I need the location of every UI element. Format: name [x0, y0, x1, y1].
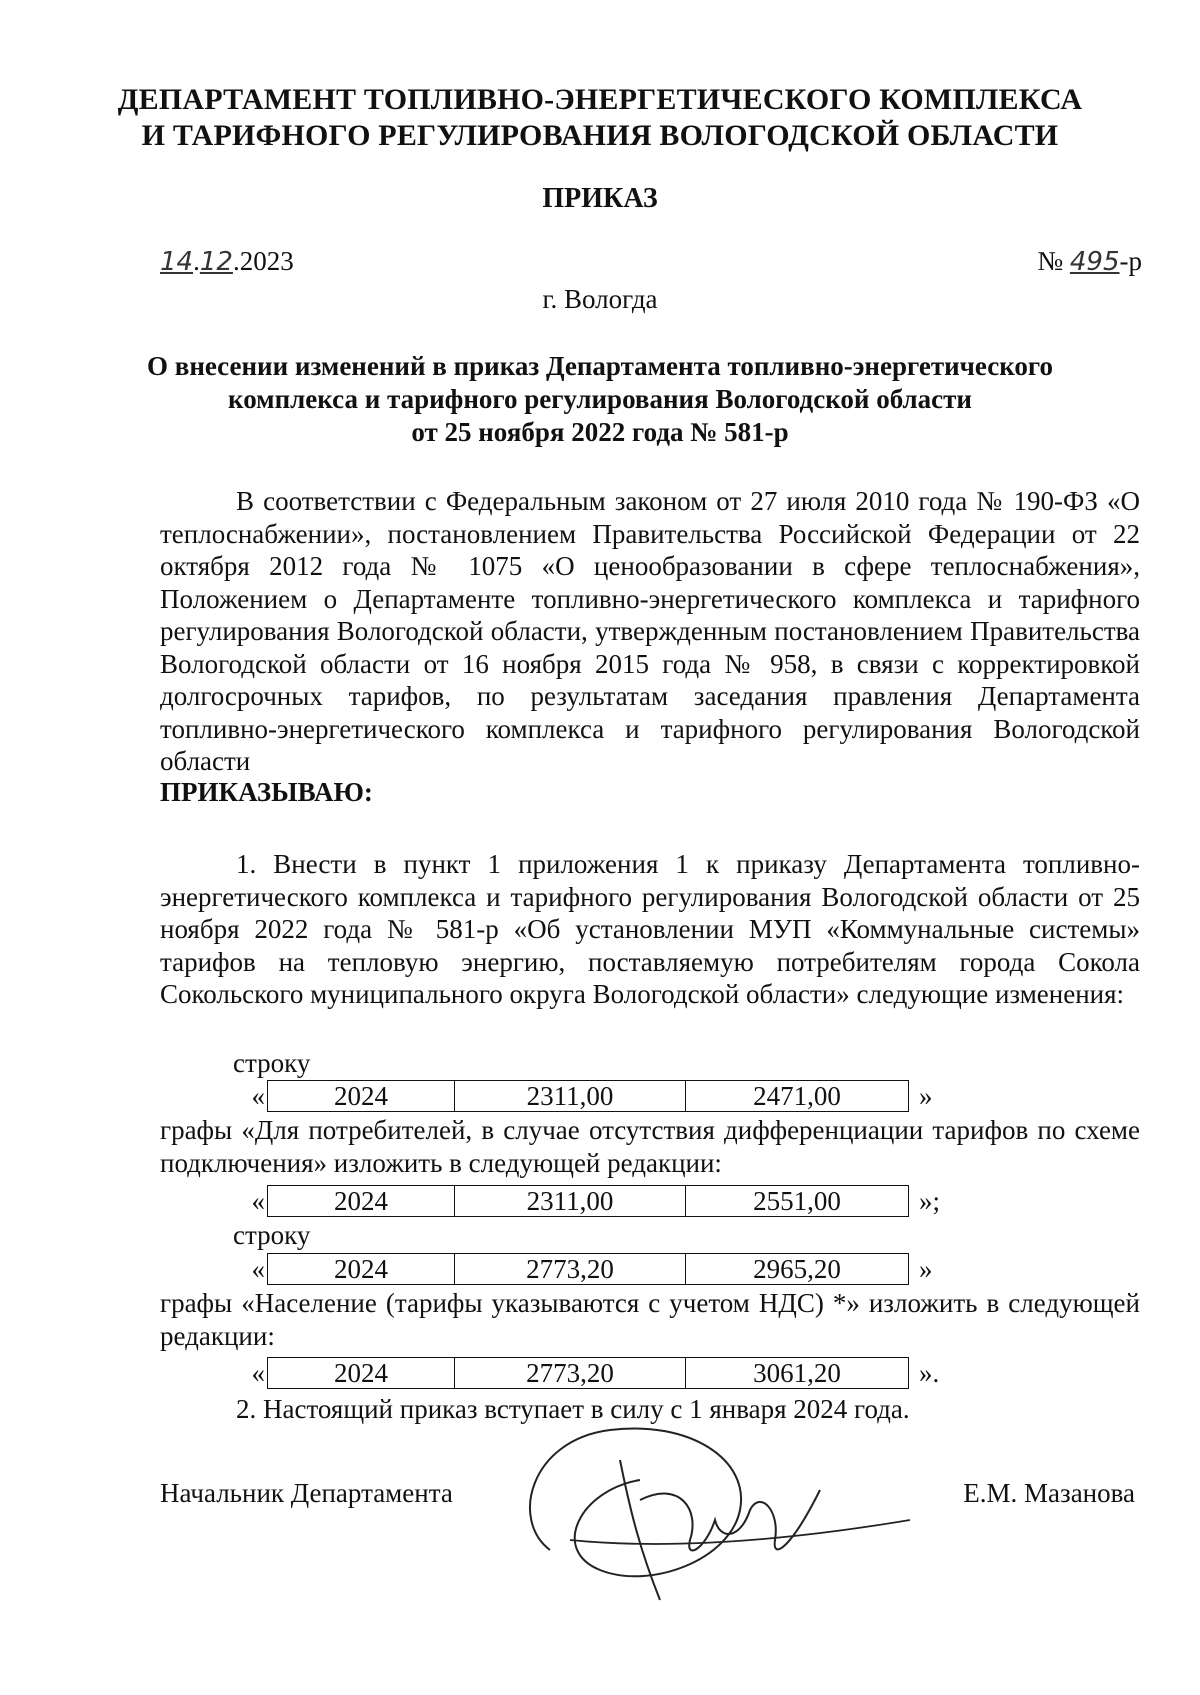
- cell-tariff-2: 2965,20: [753, 1254, 841, 1284]
- subject-line-1: О внесении изменений в приказ Департамента топливно-энергетического: [146, 351, 1053, 381]
- number-prefix: №: [1037, 246, 1064, 276]
- table-row: [233, 1357, 939, 1389]
- stroku-label-1: строку: [233, 1048, 311, 1078]
- order-subject: [140, 350, 1060, 449]
- close-quote: »: [919, 1253, 933, 1284]
- number-suffix: -р: [1119, 246, 1142, 276]
- subject-line-2: комплекса и тарифного регулирования Вологодской области: [228, 384, 972, 414]
- cell-year: 2024: [268, 1186, 455, 1216]
- open-quote: «: [251, 1185, 265, 1216]
- number-value: 495: [1069, 247, 1120, 277]
- cell-tariff-2: 2551,00: [753, 1186, 841, 1216]
- open-quote: «: [251, 1080, 265, 1111]
- open-quote: «: [251, 1357, 265, 1388]
- table-row: [233, 1080, 933, 1112]
- signatory-position: Начальник Департамента: [160, 1478, 453, 1508]
- tariff-cells: [267, 1253, 909, 1285]
- tariff-cells: [267, 1357, 909, 1389]
- date-dot: .: [193, 246, 200, 276]
- city: г. Вологда: [542, 284, 658, 314]
- open-quote: «: [251, 1253, 265, 1284]
- cell-year: 2024: [268, 1081, 455, 1111]
- item-2-paragraph: 2. Настоящий приказ вступает в силу с 1 января 2024 года.: [236, 1394, 910, 1424]
- cell-tariff-2: 2471,00: [753, 1081, 841, 1111]
- cell-tariff-1: 2311,00: [455, 1081, 686, 1111]
- department-header: [100, 82, 1100, 154]
- date-year: .2023: [232, 246, 294, 276]
- tariff-cells: [267, 1080, 909, 1112]
- cell-tariff-2: 3061,20: [753, 1358, 841, 1388]
- signatory-name: Е.М. Мазанова: [963, 1478, 1135, 1508]
- date-day: 14: [160, 247, 194, 277]
- close-quote: »: [919, 1080, 933, 1111]
- item-1-text: 1. Внести в пункт 1 приложения 1 к приказу Департамента топливно-энергетического комплекса и тарифного регулирования Вологодской области от 25 ноября 2022 года № 581-р «Об установлении МУП «Коммунальные системы» тарифов на тепловую энергию, поставляемую потребителям города Сокола Сокольского муниципального округа Вологодской области» следующие изменения:: [160, 849, 1140, 1009]
- header-line-1: ДЕПАРТАМЕНТ ТОПЛИВНО-ЭНЕРГЕТИЧЕСКОГО КОМПЛЕКСА: [117, 83, 1083, 116]
- grafa-2-paragraph: графы «Население (тарифы указываются с учетом НДС) *» изложить в следующей редакции:: [160, 1288, 1140, 1351]
- order-date: [160, 246, 294, 277]
- item-1-paragraph: [160, 848, 1140, 1011]
- preamble-paragraph: [160, 485, 1140, 778]
- handwritten-signature: [490, 1400, 910, 1620]
- stroku-label-2: строку: [233, 1220, 311, 1250]
- cell-tariff-1: 2773,20: [455, 1254, 686, 1284]
- document-type: ПРИКАЗ: [542, 183, 658, 214]
- cell-year: 2024: [268, 1254, 455, 1284]
- subject-line-3: от 25 ноября 2022 года № 581-р: [411, 417, 789, 447]
- header-line-2: И ТАРИФНОГО РЕГУЛИРОВАНИЯ ВОЛОГОДСКОЙ ОБЛАСТИ: [141, 119, 1059, 152]
- close-quote: »;: [919, 1185, 941, 1216]
- date-month: 12: [199, 247, 233, 277]
- grafa-1-paragraph: графы «Для потребителей, в случае отсутствия дифференциации тарифов по схеме подключения» изложить в следующей редакции:: [160, 1115, 1140, 1178]
- table-row: [233, 1185, 940, 1217]
- table-row: [233, 1253, 933, 1285]
- order-word: ПРИКАЗЫВАЮ:: [160, 777, 373, 807]
- cell-tariff-1: 2773,20: [455, 1358, 686, 1388]
- cell-tariff-1: 2311,00: [455, 1186, 686, 1216]
- cell-year: 2024: [268, 1358, 455, 1388]
- order-number: [1037, 246, 1142, 277]
- preamble-text: В соответствии с Федеральным законом от 27 июля 2010 года № 190-ФЗ «О теплоснабжении», постановлением Правительства Российской Федерации от 22 октября 2012 года № 1075 «О ценообразовании в сфере теплоснабжения», Положением о Департаменте топливно-энергетического комплекса и тарифного регулирования Вологодской области, утвержденным постановлением Правительства Вологодской области от 16 ноября 2015 года № 958, в связи с корректировкой долгосрочных тарифов, по результатам заседания правления Департамента топливно-энергетического комплекса и тарифного регулирования Вологодской области: [160, 486, 1140, 776]
- tariff-cells: [267, 1185, 909, 1217]
- close-quote: ».: [919, 1357, 940, 1388]
